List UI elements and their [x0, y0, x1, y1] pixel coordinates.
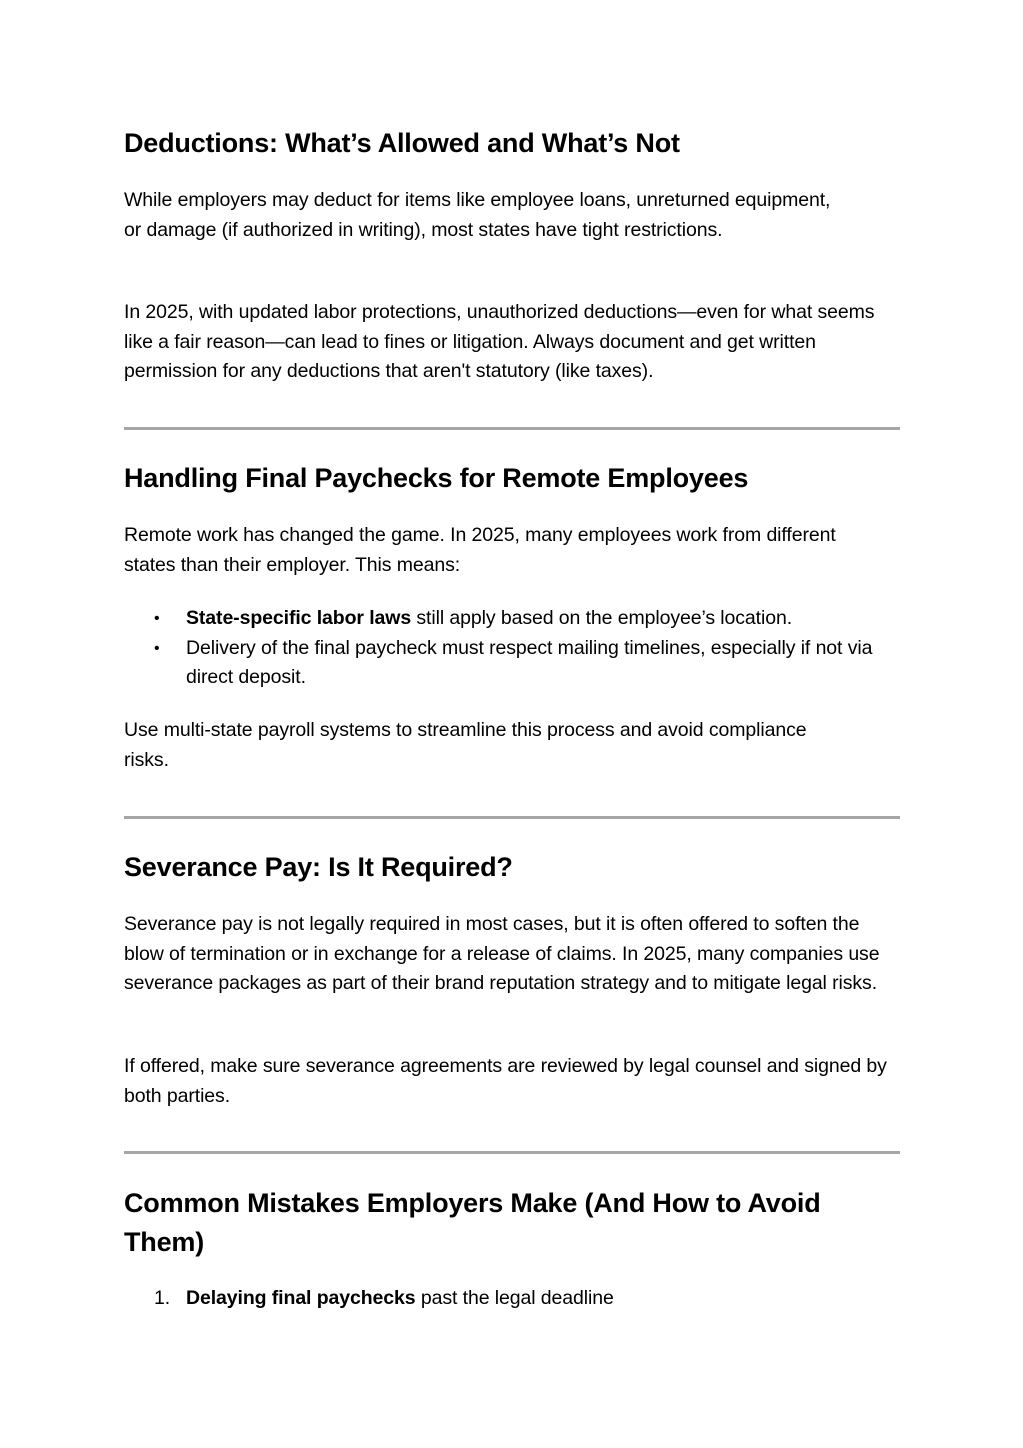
severance-paragraph-1-wrap	[124, 910, 900, 999]
bold-term: State-specific labor laws	[186, 607, 412, 629]
section-divider	[124, 816, 900, 819]
severance-paragraph-2-wrap	[124, 1052, 900, 1111]
list-item-text: Delivery of the final paycheck must respect mailing timelines, especially if not via direct deposit.	[186, 636, 873, 689]
section-heading: Handling Final Paychecks for Remote Employees	[124, 463, 749, 493]
list-item	[124, 604, 900, 634]
list-item-text: still apply based on the employee’s location.	[411, 607, 793, 629]
body-paragraph: While employers may deduct for items like employee loans, unreturned equipment, or damage (if authorized in writing), most states have tight restrictions.	[124, 189, 831, 241]
bold-term: Delaying final paychecks	[186, 1287, 416, 1309]
body-paragraph: Use multi-state payroll systems to streamline this process and avoid compliance risks.	[124, 719, 807, 771]
section-heading: Deductions: What’s Allowed and What’s Not	[124, 128, 680, 158]
body-paragraph: Severance pay is not legally required in most cases, but it is often offered to soften the blow of termination or in exchange for a release of claims. In 2025, many companies use severance packages as part of their brand reputation strategy and to mitigate legal risks.	[124, 913, 880, 995]
list-item	[124, 1284, 900, 1314]
mistakes-list-wrap	[124, 1284, 900, 1314]
section-divider	[124, 1151, 900, 1154]
body-paragraph: Remote work has changed the game. In 2025, many employees work from different states than their employer. This means:	[124, 524, 836, 576]
numbered-list	[124, 1284, 900, 1314]
section-severance	[124, 848, 900, 887]
deductions-paragraph-1-wrap	[124, 186, 900, 245]
list-item	[124, 634, 900, 693]
list-number: 1.	[154, 1287, 171, 1309]
section-common-mistakes	[124, 1184, 900, 1262]
remote-intro-wrap	[124, 521, 900, 580]
section-divider	[124, 427, 900, 430]
section-heading: Common Mistakes Employers Make (And How to Avoid Them)	[124, 1188, 821, 1257]
section-deductions	[124, 124, 900, 163]
remote-outro-wrap	[124, 716, 900, 775]
bullet-list	[124, 604, 900, 693]
list-item-text: past the legal deadline	[415, 1287, 614, 1309]
body-paragraph: In 2025, with updated labor protections, unauthorized deductions—even for what seems like a fair reason—can lead to fines or litigation. Always document and get written permission for any deductions that aren't statutory (like taxes).	[124, 301, 875, 383]
deductions-paragraph-2-wrap	[124, 298, 900, 387]
remote-bullets-wrap	[124, 604, 900, 693]
section-remote-employees	[124, 459, 900, 498]
body-paragraph: If offered, make sure severance agreements are reviewed by legal counsel and signed by both parties.	[124, 1055, 887, 1107]
section-heading: Severance Pay: Is It Required?	[124, 852, 513, 882]
